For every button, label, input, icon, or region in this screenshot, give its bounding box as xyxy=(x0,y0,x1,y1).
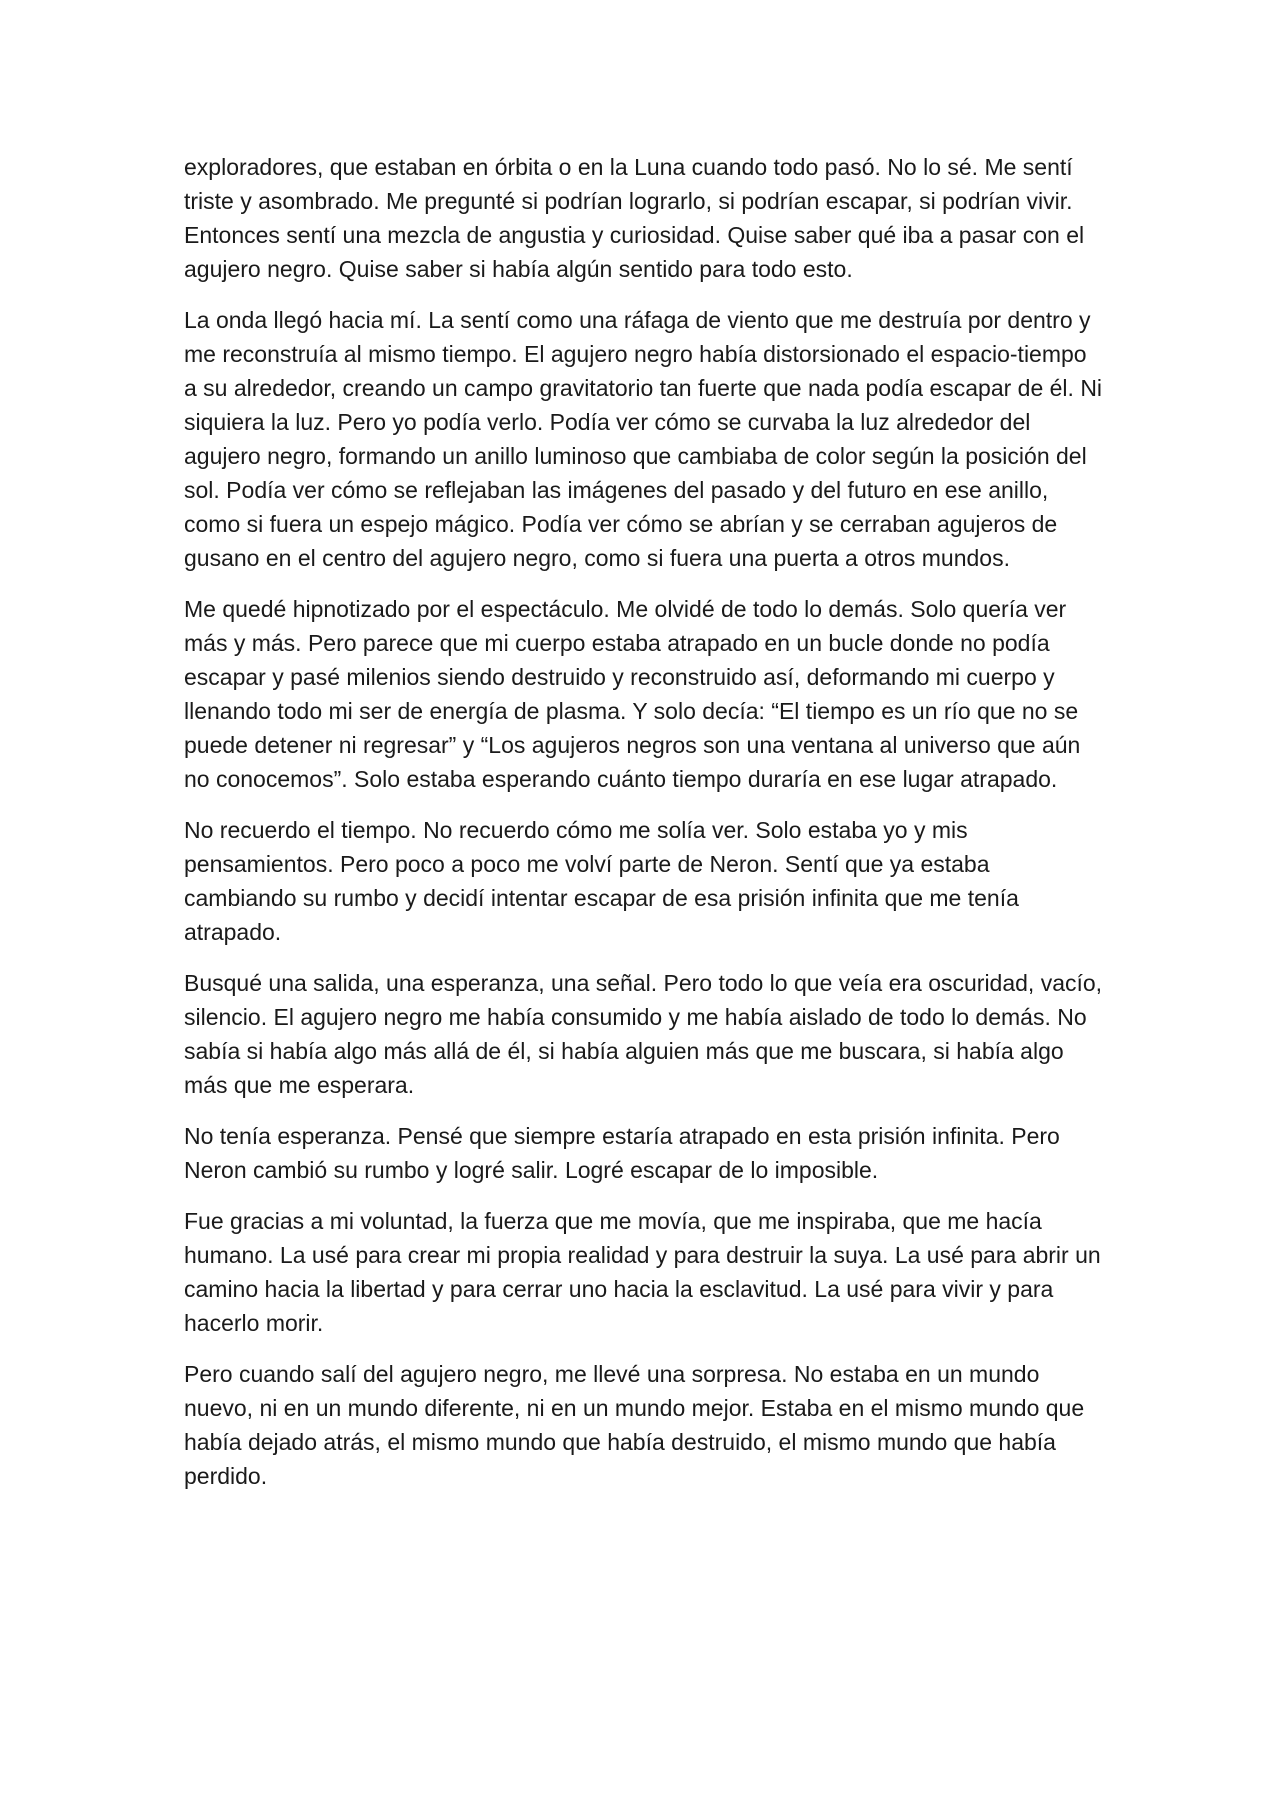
paragraph-8: Pero cuando salí del agujero negro, me llevé una sorpresa. No estaba en un mundo nuevo, ni en un mundo diferente, ni en un mundo mejor. Estaba en el mismo mundo que había dejado atrás, el mismo mundo que había destruido, el mismo mundo que había perdido. xyxy=(184,1361,1085,1489)
paragraph-4: No recuerdo el tiempo. No recuerdo cómo me solía ver. Solo estaba yo y mis pensamientos. Pero poco a poco me volví parte de Neron. Sentí que ya estaba cambiando su rumbo y decidí intentar escapar de esa prisión infinita que me tenía atrapado. xyxy=(184,817,1019,945)
document-body xyxy=(184,150,1104,1510)
paragraph-3: Me quedé hipnotizado por el espectáculo. Me olvidé de todo lo demás. Solo quería ver más y más. Pero parece que mi cuerpo estaba atrapado en un bucle donde no podía escapar y pasé milenios siendo destruido y reconstruido así, deformando mi cuerpo y llenando todo mi ser de energía de plasma. Y solo decía: “El tiempo es un río que no se puede detener ni regresar” y “Los agujeros negros son una ventana al universo que aún no conocemos”. Solo estaba esperando cuánto tiempo duraría en ese lugar atrapado. xyxy=(184,596,1081,792)
paragraph-5: Busqué una salida, una esperanza, una señal. Pero todo lo que veía era oscuridad, vacío, silencio. El agujero negro me había consumido y me había aislado de todo lo demás. No sabía si había algo más allá de él, si había alguien más que me buscara, si había algo más que me esperara. xyxy=(184,970,1103,1098)
paragraph-6: No tenía esperanza. Pensé que siempre estaría atrapado en esta prisión infinita. Pero Neron cambió su rumbo y logré salir. Logré escapar de lo imposible. xyxy=(184,1123,1060,1183)
paragraph-2: La onda llegó hacia mí. La sentí como una ráfaga de viento que me destruía por dentro y me reconstruía al mismo tiempo. El agujero negro había distorsionado el espacio-tiempo a su alrededor, creando un campo gravitatorio tan fuerte que nada podía escapar de él. Ni siquiera la luz. Pero yo podía verlo. Podía ver cómo se curvaba la luz alrededor del agujero negro, formando un anillo luminoso que cambiaba de color según la posición del sol. Podía ver cómo se reflejaban las imágenes del pasado y del futuro en ese anillo, como si fuera un espejo mágico. Podía ver cómo se abrían y se cerraban agujeros de gusano en el centro del agujero negro, como si fuera una puerta a otros mundos. xyxy=(184,307,1103,571)
paragraph-1: exploradores, que estaban en órbita o en la Luna cuando todo pasó. No lo sé. Me sentí triste y asombrado. Me pregunté si podrían lograrlo, si podrían escapar, si podrían vivir. Entonces sentí una mezcla de angustia y curiosidad. Quise saber qué iba a pasar con el agujero negro. Quise saber si había algún sentido para todo esto. xyxy=(184,154,1085,282)
paragraph-7: Fue gracias a mi voluntad, la fuerza que me movía, que me inspiraba, que me hacía humano. La usé para crear mi propia realidad y para destruir la suya. La usé para abrir un camino hacia la libertad y para cerrar uno hacia la esclavitud. La usé para vivir y para hacerlo morir. xyxy=(184,1208,1101,1336)
